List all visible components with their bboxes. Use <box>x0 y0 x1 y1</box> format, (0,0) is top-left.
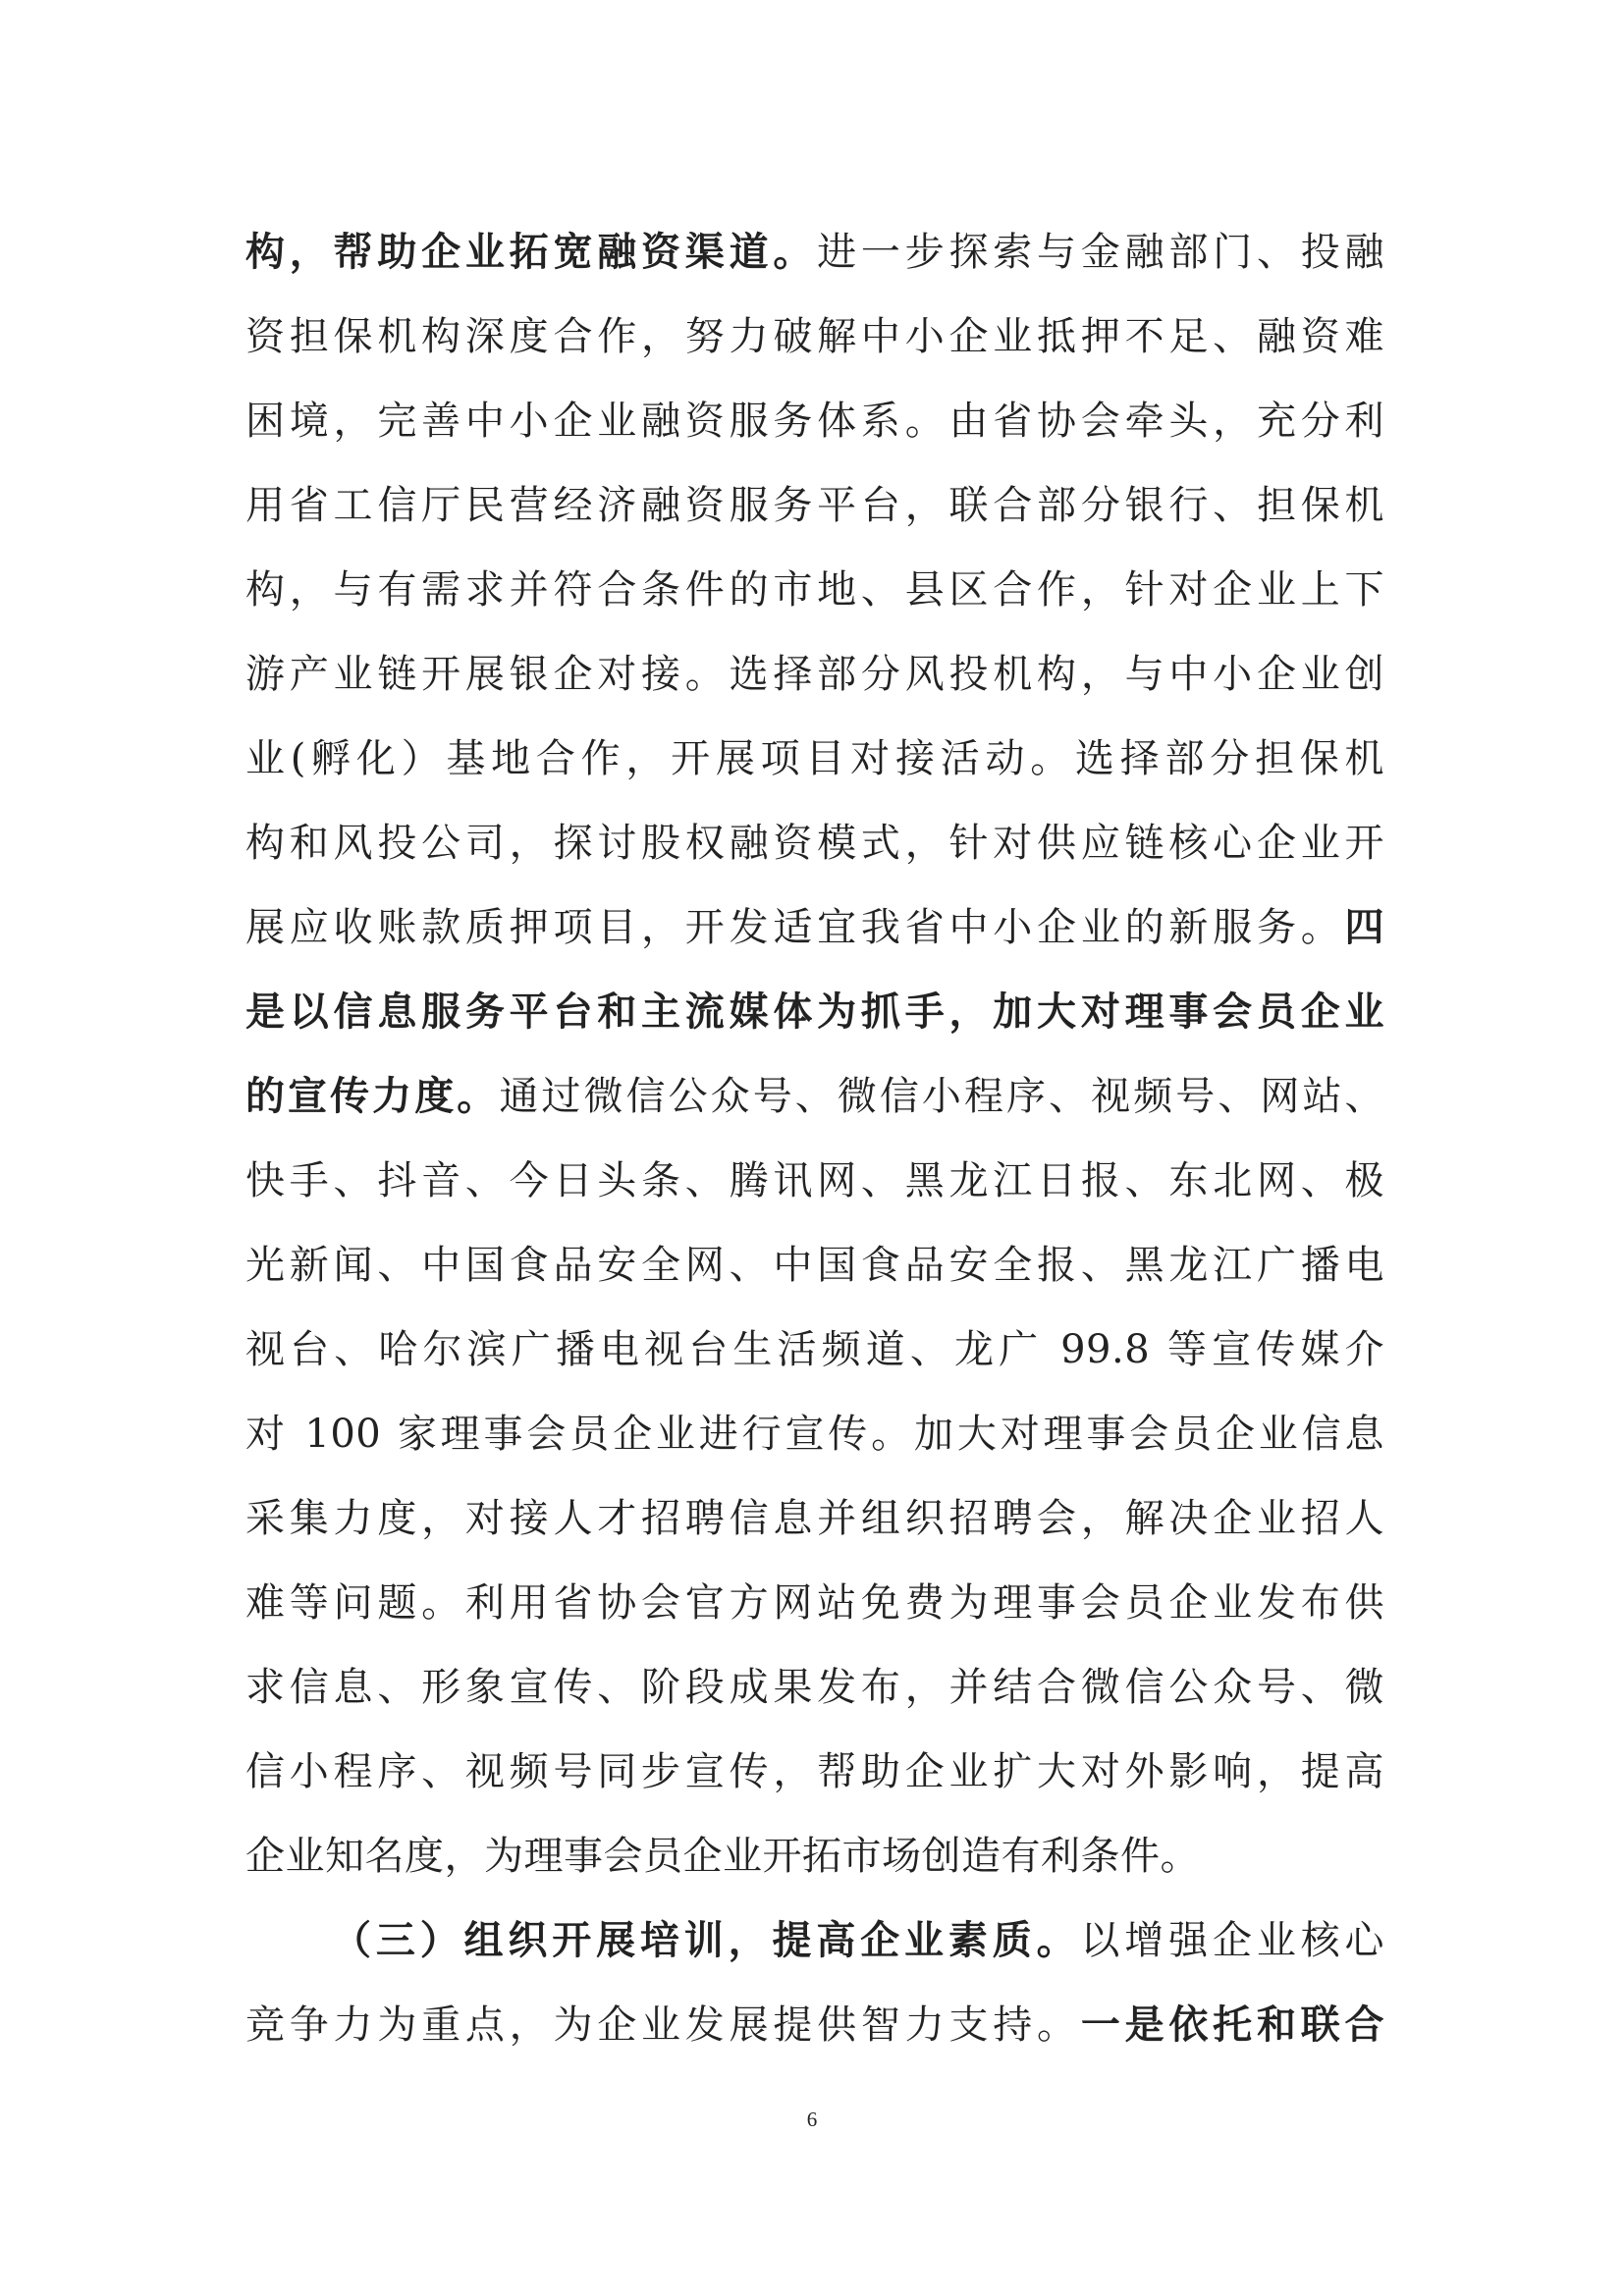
text-line <box>245 1983 1384 2067</box>
text-line <box>245 717 1384 801</box>
line-text: 构和风投公司，探讨股权融资模式，针对供应链核心企业开 <box>245 821 1384 866</box>
line-text: 求信息、形象宣传、阶段成果发布，并结合微信公众号、微 <box>245 1665 1384 1710</box>
text-line <box>245 1139 1384 1223</box>
bold-phrase: 一是依托和联合 <box>1080 2002 1385 2048</box>
text-line <box>245 210 1384 294</box>
line-text: 对 100 家理事会员企业进行宣传。加大对理事会员企业信息 <box>245 1412 1384 1457</box>
text-line <box>245 885 1384 970</box>
text-line <box>245 1308 1384 1392</box>
line-text: 光新闻、中国食品安全网、中国食品安全报、黑龙江广播电 <box>245 1243 1384 1288</box>
line-text: 采集力度，对接人才招聘信息并组织招聘会，解决企业招人 <box>245 1496 1384 1541</box>
line-text: 难等问题。利用省协会官方网站免费为理事会员企业发布供 <box>245 1580 1384 1626</box>
line-text: 用省工信厅民营经济融资服务平台，联合部分银行、担保机 <box>245 483 1384 528</box>
line-text: 通过微信公众号、微信小程序、视频号、网站、 <box>499 1074 1385 1119</box>
text-line <box>245 1730 1384 1814</box>
line-text: 以增强企业核心 <box>1080 1918 1385 1963</box>
text-line <box>245 1814 1384 1898</box>
line-text: 游产业链开展银企对接。选择部分风投机构，与中小企业创 <box>245 652 1384 697</box>
section-heading: （三）组织开展培训，提高企业素质。 <box>332 1917 1081 1963</box>
bold-phrase: 是以信息服务平台和主流媒体为抓手，加大对理事会员企业 <box>245 988 1384 1035</box>
text-line <box>245 1645 1384 1730</box>
bold-phrase: 的宣传力度。 <box>245 1073 500 1119</box>
text-line <box>245 1223 1384 1308</box>
line-text: 竞争力为重点，为企业发展提供智力支持。 <box>245 2002 1081 2048</box>
text-line <box>245 801 1384 885</box>
page-number: 6 <box>806 2108 818 2131</box>
bold-phrase: 构，帮助企业拓宽融资渠道。 <box>245 229 818 275</box>
text-line <box>245 1561 1384 1645</box>
text-line <box>245 1054 1384 1139</box>
body-text <box>245 210 1384 2067</box>
line-text: 快手、抖音、今日头条、腾讯网、黑龙江日报、东北网、极 <box>245 1158 1384 1203</box>
line-text: 进一步探索与金融部门、投融 <box>817 230 1385 275</box>
text-line <box>245 632 1384 717</box>
bold-phrase: 四 <box>1344 904 1384 950</box>
line-text: 企业知名度，为理事会员企业开拓市场创造有利条件。 <box>245 1834 1200 1879</box>
line-text: 展应收账款质押项目，开发适宜我省中小企业的新服务。 <box>245 905 1345 950</box>
text-line <box>245 1898 1384 1983</box>
text-line <box>245 379 1384 463</box>
line-text: 信小程序、视频号同步宣传，帮助企业扩大对外影响，提高 <box>245 1749 1384 1794</box>
text-line <box>245 294 1384 379</box>
line-text: 业(孵化）基地合作，开展项目对接活动。选择部分担保机 <box>245 736 1384 781</box>
text-line <box>245 1476 1384 1561</box>
text-line <box>245 463 1384 548</box>
text-line <box>245 548 1384 632</box>
text-line <box>245 970 1384 1054</box>
line-text: 困境，完善中小企业融资服务体系。由省协会牵头，充分利 <box>245 399 1384 444</box>
line-text: 资担保机构深度合作，努力破解中小企业抵押不足、融资难 <box>245 314 1384 359</box>
text-line <box>245 1392 1384 1476</box>
line-text: 构，与有需求并符合条件的市地、县区合作，针对企业上下 <box>245 567 1384 613</box>
line-text: 视台、哈尔滨广播电视台生活频道、龙广 99.8 等宣传媒介 <box>245 1327 1384 1372</box>
